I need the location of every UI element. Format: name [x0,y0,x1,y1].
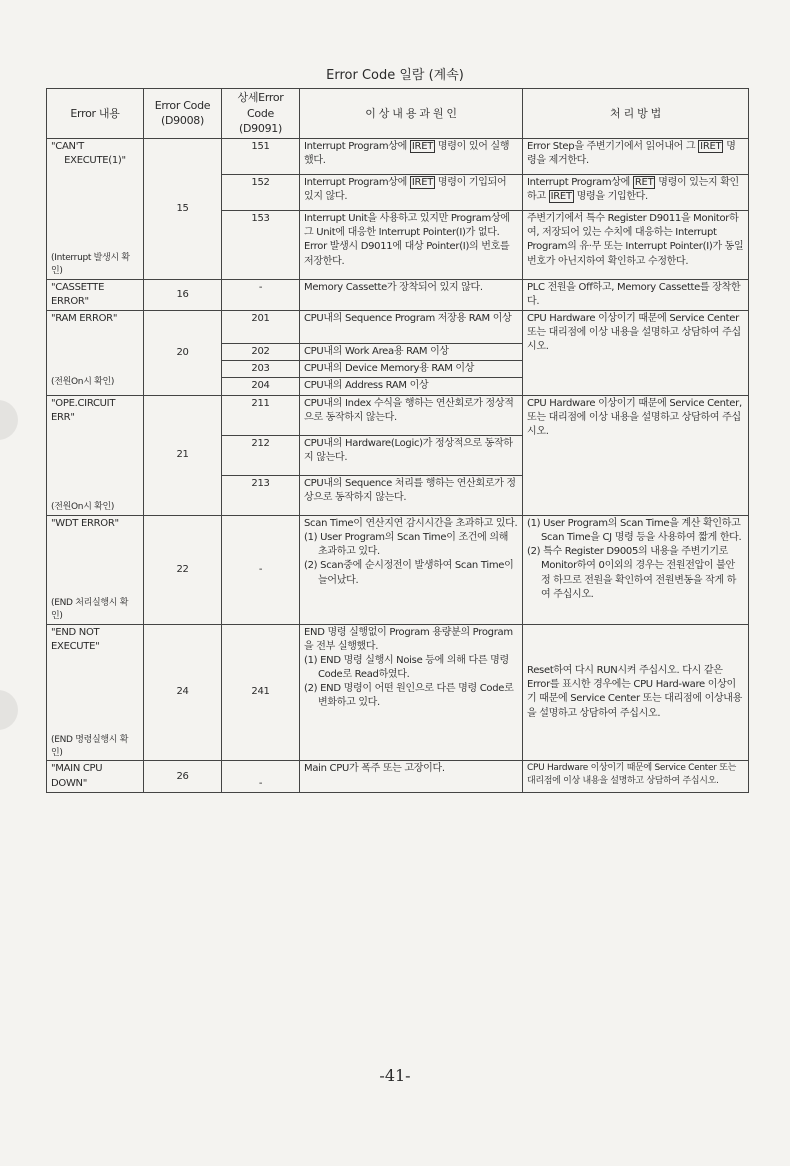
error-name-cell [47,138,144,279]
action-cell: Reset하여 다시 RUN시켜 주십시오. 다시 같은 Error를 표시한 경우에는 CPU Hard-ware 이상이기 때문에 Service Center 또는 대리점에 이상내용을 설명하고 상담하여 주십시오. [523,624,749,761]
iret-instruction: IRET [411,140,434,152]
action-cell: CPU Hardware 이상이기 때문에 Service Center 또는 대리점에 이상 내용을 설명하고 상담하여 주십시오. [523,311,749,396]
detail-code-cell: 201 [222,311,300,344]
header-detail-code: 상세Error Code (D9091) [222,89,300,139]
check-timing: (END 처리실행시 확인) [51,598,129,621]
check-timing: (전원On시 확인) [51,502,115,513]
iret-instruction: IRET [700,140,722,152]
page-number: -41- [379,1066,411,1085]
detail-code-cell: 202 [222,344,300,361]
cause-cell [300,515,523,624]
error-code-cell: 22 [144,515,222,624]
table-header-row [47,89,749,139]
error-code-table [46,88,749,793]
detail-code-cell: 212 [222,435,300,475]
cause-cell: CPU내의 Work Area용 RAM 이상 [300,344,523,361]
detail-code-cell: 204 [222,378,300,395]
cause-cell [300,624,523,761]
iret-instruction: IRET [550,191,572,203]
table-row [47,624,749,761]
error-name: "RAM ERROR" [51,313,118,325]
table-row [47,311,749,344]
action-cell: Error Step을 주변기기에서 읽어내어 그 IRET 명령을 제거한다. [523,138,749,174]
header-action: 처 리 방 법 [523,89,749,139]
cause-cell: Interrupt Program상에 IRET 명령이 있어 실행했다. [300,138,523,174]
cause-line: (2) Scan중에 순시정전이 발생하여 Scan Time이 늘어났다. [304,560,514,586]
action-cell [523,515,749,624]
error-name: "END NOT EXECUTE" [51,626,100,652]
error-name: "OPE.CIRCUIT ERR" [51,397,116,423]
table-row [47,761,749,792]
action-cell: CPU Hardware 이상이기 때문에 Service Center, 또는 대리점에 이상 내용을 설명하고 상담하여 주십시오. [523,395,749,515]
error-code-cell: 26 [144,761,222,792]
detail-code-cell: 153 [222,210,300,279]
detail-code-cell: 211 [222,395,300,435]
error-code-cell: 20 [144,311,222,396]
action-cell: Interrupt Program상에 RET 명령이 있는지 확인하고 IRET 명령을 기입한다. [523,174,749,210]
punch-hole-top [0,400,18,440]
error-name-cell [47,279,144,310]
error-code-cell: 15 [144,138,222,279]
cause-cell: CPU내의 Sequence 처리를 행하는 연산회로가 정상으로 동작하지 않는다. [300,475,523,515]
detail-code-cell: 151 [222,138,300,174]
detail-code-cell: 203 [222,361,300,378]
error-name: "MAIN CPU DOWN" [51,763,103,789]
error-name: "WDT ERROR" [51,517,119,529]
detail-code-cell: 213 [222,475,300,515]
detail-code-cell: 152 [222,174,300,210]
action-line: (1) User Program의 Scan Time을 계산 확인하고 Scan Time을 CJ 명령 등을 사용하여 짧게 한다. [527,517,742,543]
action-line: (2) 특수 Register D9005의 내용을 주변기기로 Monitor하여 0이외의 경우는 전원전압이 불안정 하므로 전원을 확인하여 전원변동을 작게 하여 주십시오. [527,546,737,600]
check-timing: (Interrupt 발생시 확인) [51,253,130,276]
error-name: "CASSETTE ERROR" [51,281,105,307]
error-name-cont: EXECUTE(1)" [64,155,126,167]
error-name-cell [47,515,144,624]
detail-code-cell: - [222,761,300,792]
punch-hole-bottom [0,690,18,730]
action-cell: CPU Hardware 이상이기 때문에 Service Center 또는 대리점에 이상 내용을 설명하고 상담하여 주십시오. [523,761,749,792]
cause-cell: CPU내의 Hardware(Logic)가 정상적으로 동작하지 않는다. [300,435,523,475]
page-title: Error Code 일람 (계속) [326,68,464,83]
cause-cell: Memory Cassette가 장착되어 있지 않다. [300,279,523,310]
action-cell: 주변기기에서 특수 Register D9011을 Monitor하여, 저장되어 있는 수치에 대응하는 Interrupt Program의 유·무 또는 Interrupt Pointer(Ⅰ)가 동일번호가 아닌지하여 확인하고 수정한다. [523,210,749,279]
cause-line: END 명령 실행없이 Program 용량분의 Program을 전부 실행했다. [304,626,513,652]
header-cause: 이 상 내 용 과 원 인 [300,89,523,139]
iret-instruction: RET [634,176,654,188]
error-code-cell: 24 [144,624,222,761]
detail-code-cell: - [222,279,300,310]
cause-cell: CPU내의 Index 수식을 행하는 연산회로가 정상적으로 동작하지 않는다. [300,395,523,435]
cause-line: Scan Time이 연산지연 감시시간을 초과하고 있다. [304,517,518,529]
header-error-name: Error 내용 [47,89,144,139]
error-name-cell [47,624,144,761]
cause-cell: CPU내의 Address RAM 이상 [300,378,523,395]
error-code-cell: 21 [144,395,222,515]
cause-line: (1) User Program의 Scan Time이 조건에 의해 초과하고 있다. [304,532,509,558]
cause-cell: Interrupt Unit을 사용하고 있지만 Program상에 그 Unit에 대응한 Interrupt Pointer(Ⅰ)가 없다. Error 발생시 D9011에 대상 Pointer(Ⅰ)의 번호를 저장한다. [300,210,523,279]
check-timing: (전원On시 확인) [51,377,115,388]
error-name-cell [47,311,144,396]
error-name-cell [47,395,144,515]
header-error-code: Error Code (D9008) [144,89,222,139]
cause-cell: Interrupt Program상에 IRET 명령이 기입되어 있지 않다. [300,174,523,210]
cause-line: (1) END 명령 실행시 Noise 등에 의해 다른 명령 Code로 Read하였다. [304,654,509,681]
error-name-cell [47,761,144,792]
action-cell: PLC 전원을 Off하고, Memory Cassette를 장착한다. [523,279,749,310]
table-row [47,279,749,310]
table-row [47,515,749,624]
cause-cell: Main CPU가 폭주 또는 고장이다. [300,761,523,792]
table-row [47,138,749,174]
error-name: "CAN'T [51,140,84,152]
check-timing: (END 명령실행시 확인) [51,734,129,758]
cause-cell: CPU내의 Sequence Program 저장용 RAM 이상 [300,311,523,344]
cause-line: (2) END 명령이 어떤 원인으로 다른 명령 Code로 변화하고 있다. [304,683,514,709]
iret-instruction: IRET [411,176,434,188]
table-row [47,395,749,435]
detail-code-cell: 241 [222,624,300,761]
detail-code-cell: - [222,515,300,624]
cause-cell: CPU내의 Device Memory용 RAM 이상 [300,361,523,378]
error-code-cell: 16 [144,279,222,310]
